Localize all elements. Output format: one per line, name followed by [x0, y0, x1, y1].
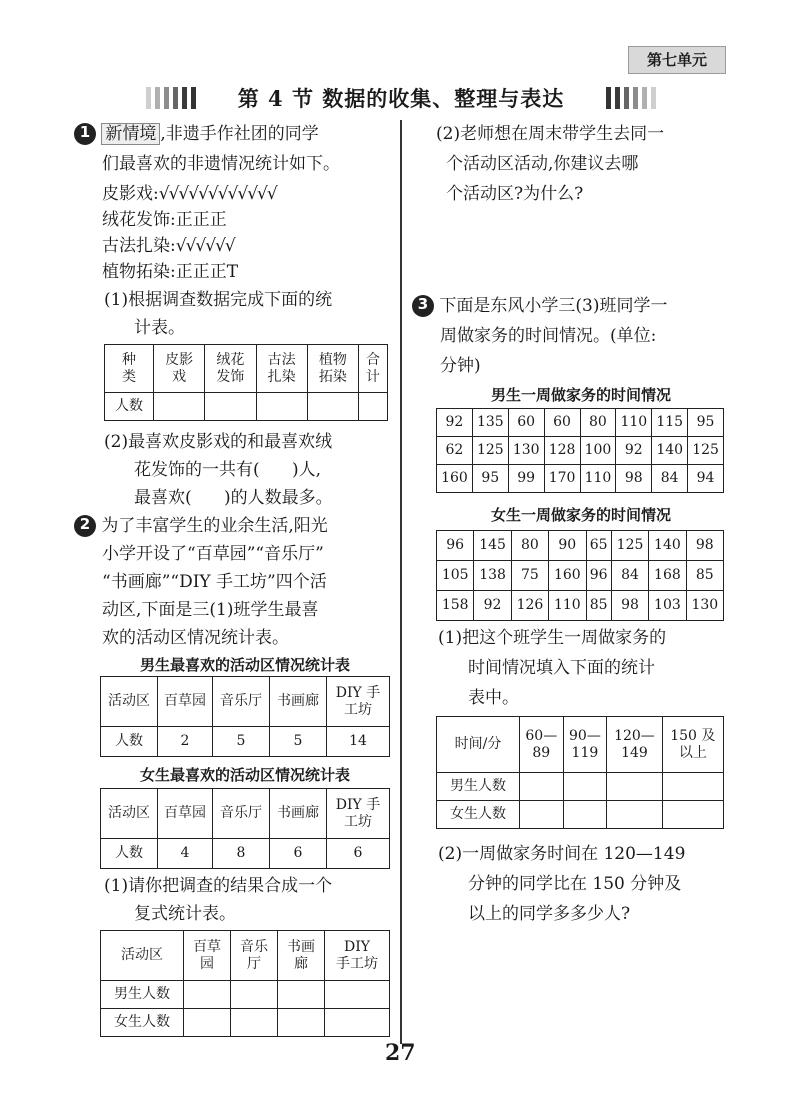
data-cell: 95 [688, 409, 724, 437]
data-cell: 105 [437, 561, 474, 591]
q2-boys-table-caption: 男生最喜欢的活动区情况统计表 [139, 656, 350, 674]
row-label-girls: 女生人数 [437, 801, 520, 829]
column-divider [400, 120, 402, 1044]
table-header-cell: 活动区 [101, 677, 158, 727]
row-label-boys: 男生人数 [437, 773, 520, 801]
table-cell: 14 [327, 727, 390, 757]
tally-label: 植物拓染: [102, 262, 176, 282]
table-header-cell: 音乐厅 [213, 677, 270, 727]
q2-text: 为了丰富学生的业余生活,阳光 [101, 516, 328, 536]
q1-number-badge: 1 [74, 123, 96, 145]
q1-sub2-line-2: 花发饰的一共有( )人, [134, 460, 322, 480]
data-cell: 110 [616, 409, 652, 437]
tally-label: 皮影戏: [102, 184, 159, 204]
tally-marks: √√√√√√√√√√√√ [158, 184, 277, 204]
q3-line-3: 分钟) [440, 356, 481, 376]
q3-sub2-line-1: (2)一周做家务时间在 120—149 [438, 844, 686, 864]
tally-marks: 正正正 [175, 210, 227, 230]
data-cell: 115 [652, 409, 688, 437]
q2-sub1-line-1: (1)请你把调查的结果合成一个 [104, 876, 333, 896]
data-cell: 126 [511, 591, 548, 621]
data-cell: 98 [686, 531, 723, 561]
q3-line-2: 周做家务的时间情况。(单位: [440, 326, 657, 346]
data-cell: 145 [474, 531, 511, 561]
q2-sub2-line-2: 个活动区活动,你建议去哪 [446, 154, 639, 174]
q3-line-1 [412, 292, 668, 320]
q3-sub2-line-3: 以上的同学多多少人? [468, 904, 631, 924]
table-header-cell: 150 及 以上 [662, 717, 723, 773]
q1-intro-line-1 [74, 120, 319, 148]
unit-label: 第七单元 [628, 46, 726, 74]
table-cell: 2 [158, 727, 213, 757]
q2-line-2: 小学开设了“百草园”“音乐厅” [102, 544, 324, 564]
table-header-cell: 植物 拓染 [307, 345, 358, 393]
data-cell: 84 [652, 465, 688, 493]
table-header-cell: 书画 廊 [278, 931, 325, 981]
data-cell: 96 [437, 531, 474, 561]
q1-tally-row [102, 232, 235, 260]
q1-tally-row [102, 258, 238, 286]
data-cell: 90 [549, 531, 586, 561]
q1-sub1-line-1: (1)根据调查数据完成下面的统 [104, 290, 333, 310]
right-decor-bars [606, 87, 656, 109]
data-cell: 103 [649, 591, 686, 621]
data-cell: 158 [437, 591, 474, 621]
section-title: 第 4 节 数据的收集、整理与表达 [237, 86, 565, 111]
data-cell: 110 [549, 591, 586, 621]
data-cell: 100 [580, 437, 616, 465]
answer-cell[interactable] [325, 981, 390, 1009]
data-cell: 130 [686, 591, 723, 621]
data-cell: 98 [616, 465, 652, 493]
table-header-cell: 种 类 [105, 345, 154, 393]
q1-sub2-line-1: (2)最喜欢皮影戏的和最喜欢绒 [104, 432, 333, 452]
data-cell: 170 [544, 465, 580, 493]
tally-label: 绒花发饰: [102, 210, 176, 230]
table-cell: 5 [213, 727, 270, 757]
data-cell: 75 [511, 561, 548, 591]
table-header-cell: 皮影 戏 [154, 345, 205, 393]
q1-sub2-line-3: 最喜欢( )的人数最多。 [134, 488, 333, 508]
data-cell: 92 [437, 409, 473, 437]
answer-cell[interactable] [154, 393, 205, 421]
table-header-cell: DIY 手 工坊 [327, 789, 390, 839]
answer-cell[interactable] [278, 981, 325, 1009]
q1-tally-row [102, 206, 227, 234]
table-cell: 6 [327, 839, 390, 869]
data-cell: 140 [649, 531, 686, 561]
data-cell: 96 [586, 561, 611, 591]
answer-cell[interactable] [184, 981, 231, 1009]
table-header-cell: 绒花 发饰 [205, 345, 256, 393]
q1-tally-row [102, 180, 277, 208]
q2-sub1-line-2: 复式统计表。 [134, 904, 236, 924]
table-cell: 8 [213, 839, 270, 869]
q3-boys-data-table [436, 408, 724, 493]
answer-cell[interactable] [307, 393, 358, 421]
data-cell: 62 [437, 437, 473, 465]
table-cell: 人数 [101, 727, 158, 757]
table-header-cell: 活动区 [101, 789, 158, 839]
q2-sub2-line-3: 个活动区?为什么? [446, 184, 584, 204]
table-cell: 6 [270, 839, 327, 869]
data-cell: 85 [686, 561, 723, 591]
data-cell: 160 [437, 465, 473, 493]
data-cell: 130 [508, 437, 544, 465]
table-header-cell: 百草园 [158, 789, 213, 839]
q1-intro-text-1: ,非遗手作社团的同学 [160, 124, 319, 144]
data-cell: 138 [474, 561, 511, 591]
table-header-cell: 90— 119 [563, 717, 607, 773]
data-cell: 92 [474, 591, 511, 621]
q2-line-1 [74, 512, 328, 540]
answer-cell[interactable] [256, 393, 307, 421]
tally-marks: 正正正T [175, 262, 239, 282]
table-cell: 4 [158, 839, 213, 869]
data-cell: 110 [580, 465, 616, 493]
answer-cell[interactable] [662, 773, 723, 801]
table-header-cell: 活动区 [101, 931, 184, 981]
table-header-cell: 音乐 厅 [231, 931, 278, 981]
data-cell: 94 [688, 465, 724, 493]
data-cell: 160 [549, 561, 586, 591]
answer-cell[interactable] [359, 393, 388, 421]
row-label-girls: 女生人数 [101, 1009, 184, 1037]
data-cell: 135 [472, 409, 508, 437]
answer-cell[interactable] [278, 1009, 325, 1037]
table-header-cell: 120— 149 [607, 717, 662, 773]
q1-new-context-tag: 新情境 [101, 123, 160, 145]
data-cell: 125 [611, 531, 648, 561]
data-cell: 84 [611, 561, 648, 591]
data-cell: 85 [586, 591, 611, 621]
answer-cell[interactable] [231, 981, 278, 1009]
answer-cell[interactable] [231, 1009, 278, 1037]
answer-cell[interactable] [184, 1009, 231, 1037]
data-cell: 92 [616, 437, 652, 465]
answer-cell[interactable] [563, 773, 607, 801]
table-header-cell: 合 计 [359, 345, 388, 393]
answer-cell[interactable] [662, 801, 723, 829]
table-header-cell: 60— 89 [520, 717, 564, 773]
table-header-cell: 百草园 [158, 677, 213, 727]
table-header-cell: 音乐厅 [213, 789, 270, 839]
data-cell: 65 [586, 531, 611, 561]
q2-line-4: 动区,下面是三(1)班学生最喜 [102, 600, 319, 620]
answer-cell[interactable] [205, 393, 256, 421]
tally-label: 古法扎染: [102, 236, 176, 256]
tally-marks: √√√√√√ [175, 236, 235, 256]
data-cell: 125 [472, 437, 508, 465]
q3-girls-table-caption: 女生一周做家务的时间情况 [490, 506, 671, 524]
data-cell: 95 [472, 465, 508, 493]
data-cell: 80 [511, 531, 548, 561]
q3-boys-table-caption: 男生一周做家务的时间情况 [490, 386, 671, 404]
table-header-cell: 书画廊 [270, 789, 327, 839]
q2-compound-table [100, 930, 390, 1037]
q3-number-badge: 3 [412, 295, 434, 317]
q1-intro-line-2: 们最喜欢的非遗情况统计如下。 [102, 154, 340, 174]
answer-cell[interactable] [607, 801, 662, 829]
q2-girls-table [100, 788, 390, 869]
data-cell: 98 [611, 591, 648, 621]
q3-girls-data-table [436, 530, 724, 621]
q3-text: 下面是东风小学三(3)班同学一 [439, 296, 668, 316]
data-cell: 99 [508, 465, 544, 493]
table-header-cell: 古法 扎染 [256, 345, 307, 393]
left-decor-bars [146, 87, 196, 109]
q3-sub2-line-2: 分钟的同学比在 150 分钟及 [468, 874, 682, 894]
table-header-cell: 时间/分 [437, 717, 520, 773]
q2-sub2-line-1: (2)老师想在周末带学生去同一 [436, 124, 665, 144]
data-cell: 140 [652, 437, 688, 465]
table-header-cell: DIY 手 工坊 [327, 677, 390, 727]
section-header [146, 80, 656, 116]
table-header-cell: DIY 手工坊 [325, 931, 390, 981]
q3-sub1-line-1: (1)把这个班学生一周做家务的 [438, 628, 667, 648]
table-cell: 5 [270, 727, 327, 757]
data-cell: 60 [508, 409, 544, 437]
q2-line-5: 欢的活动区情况统计表。 [102, 628, 289, 648]
data-cell: 60 [544, 409, 580, 437]
answer-cell[interactable] [520, 801, 564, 829]
row-label-boys: 男生人数 [101, 981, 184, 1009]
page-number: 27 [385, 1040, 416, 1066]
q1-sub1-line-2: 计表。 [134, 318, 185, 338]
q2-girls-table-caption: 女生最喜欢的活动区情况统计表 [139, 766, 350, 784]
q3-sub1-line-2: 时间情况填入下面的统计 [468, 658, 655, 678]
q3-sub1-line-3: 表中。 [468, 688, 519, 708]
table-cell: 人数 [101, 839, 158, 869]
q2-line-3: “书画廊”“DIY 手工坊”四个活 [102, 572, 327, 592]
table-header-cell: 书画廊 [270, 677, 327, 727]
answer-cell[interactable] [520, 773, 564, 801]
table-header-cell: 百草 园 [184, 931, 231, 981]
answer-cell[interactable] [563, 801, 607, 829]
data-cell: 125 [688, 437, 724, 465]
answer-cell[interactable] [607, 773, 662, 801]
data-cell: 168 [649, 561, 686, 591]
data-cell: 128 [544, 437, 580, 465]
q2-boys-table [100, 676, 390, 757]
q2-number-badge: 2 [74, 515, 96, 537]
data-cell: 80 [580, 409, 616, 437]
row-label-count: 人数 [105, 393, 154, 421]
q3-time-table [436, 716, 724, 829]
q1-stat-table [104, 344, 388, 421]
answer-cell[interactable] [325, 1009, 390, 1037]
